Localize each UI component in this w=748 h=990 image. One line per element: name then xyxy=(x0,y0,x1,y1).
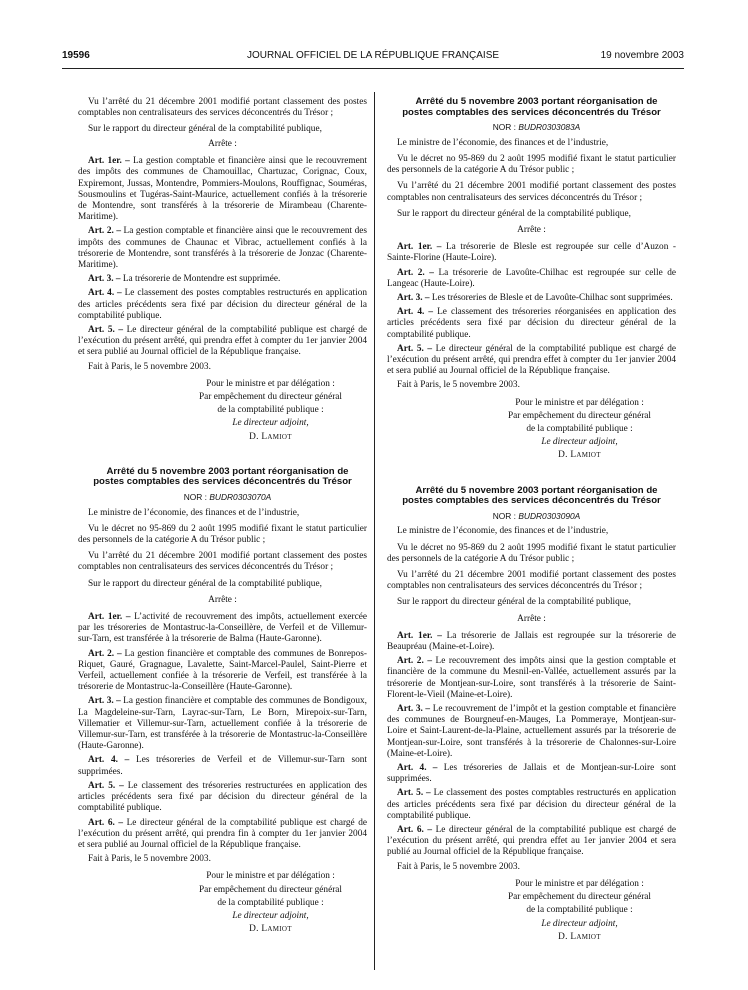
signature-line-row xyxy=(483,398,676,409)
nor-code: BUDR0303090A xyxy=(518,511,581,522)
done-at: Fait à Paris, le 5 novembre 2003. xyxy=(88,361,211,372)
preamble-line: Vu le décret no 95-869 du 2 août 1995 modifié fixant le statut particulier des personnels de la catégorie A du Trésor public ; xyxy=(387,542,676,564)
article-paragraph xyxy=(78,755,367,777)
signature-block xyxy=(78,871,367,935)
visa: Sur le rapport du directeur général de la comptabilité publique, xyxy=(88,123,322,134)
article-text: Les trésoreries de Jallais et de Montjean-sur-Loire sont supprimées. xyxy=(387,763,676,785)
article-label: Art. 1er. – xyxy=(397,630,442,641)
article-paragraph xyxy=(387,293,676,304)
article-paragraph xyxy=(78,325,367,359)
article-paragraph xyxy=(387,268,676,290)
article-label: Art. 2. – xyxy=(88,648,122,659)
signature-line: Par empêchement du directeur général xyxy=(508,410,651,421)
arrete-label: Arrête : xyxy=(208,138,237,149)
article-paragraph xyxy=(78,156,367,223)
article-label: Art. 6. – xyxy=(397,825,433,836)
done-at: Fait à Paris, le 5 novembre 2003. xyxy=(88,854,211,865)
article-text: Les trésoreries de Blesle et de Lavoûte-Chilhac sont supprimées. xyxy=(429,293,673,303)
article-paragraph xyxy=(387,656,676,701)
preamble-line: Vu l’arrêté du 21 décembre 2001 modifié portant classement des postes comptables non centralisateurs des services déconcentrés du Trésor ; xyxy=(387,570,676,592)
signature-line-row xyxy=(174,379,367,390)
signature-line: de la comptabilité publique : xyxy=(526,905,633,916)
nor-reference xyxy=(387,511,676,522)
column-divider xyxy=(374,92,375,970)
article-text: La gestion comptable et financière ainsi que le recouvrement des impôts des communes de Chaunac et Vibrac, actuellement confiés à la trésorerie de Montendre, sont transférés à la trésorerie de Jonzac (Charente-Maritime). xyxy=(78,226,368,271)
signature-role-row xyxy=(483,437,676,448)
decree-block xyxy=(387,486,676,943)
signature-line: Pour le ministre et par délégation : xyxy=(206,378,335,389)
preamble-line: Sur le rapport du directeur général de la comptabilité publique, xyxy=(397,208,631,219)
article-label: Art. 5. – xyxy=(397,343,433,354)
done-at: Fait à Paris, le 5 novembre 2003. xyxy=(397,861,520,872)
signatory-name-row xyxy=(174,924,367,935)
preamble-line: Vu le décret no 95-869 du 2 août 1995 modifié fixant le statut particulier des personnels de la catégorie A du Trésor public ; xyxy=(387,153,676,176)
signature-line-row xyxy=(174,898,367,909)
signature-line: de la comptabilité publique : xyxy=(217,405,324,416)
article-text: La trésorerie de Montendre est supprimée. xyxy=(120,274,281,285)
signature-line-row xyxy=(483,892,676,903)
issue-date: 19 novembre 2003 xyxy=(600,50,684,61)
preamble-line: Vu l’arrêté du 21 décembre 2001 modifié portant classement des postes comptables non centralisateurs des services déconcentrés du Trésor ; xyxy=(78,551,367,573)
article-text: Le classement des trésoreries restructurées en application des articles précédents sera fixé par décision du directeur général de la comptabilité publique. xyxy=(78,780,368,814)
article-label: Art. 2. – xyxy=(397,656,432,667)
article-text: Le recouvrement des impôts ainsi que la gestion comptable et financière de la commune du Mesnil-en-Vallée, actuellement assurés par la trésorerie de Montjean-sur-Loire, sont transférés à la trésorerie de Saint-Florent-le-Vieil (Maine-et-Loire). xyxy=(387,656,676,700)
article-paragraph xyxy=(387,763,676,785)
article-text: La trésorerie de Blesle est regroupée sur celle d’Auzon - Sainte-Florine (Haute-Loire). xyxy=(387,242,677,264)
articles xyxy=(387,242,676,377)
article-text: La gestion financière et comptable des communes de Bonrepos-Riquet, Gauré, Gragnague, Lavalette, Saint-Marcel-Paulel, Saint-Pierre et Verfeil, actuellement confiée à la trésorerie de Verfeil, est transférée à la trésorerie de Montastruc-la-Conseillère (Haute-Garonne). xyxy=(78,648,368,693)
signature-block xyxy=(387,879,676,943)
article-paragraph xyxy=(387,344,676,378)
signature-line: Par empêchement du directeur général xyxy=(199,392,342,403)
signature-role-row xyxy=(174,911,367,922)
article-paragraph xyxy=(78,696,367,752)
journal-title: JOURNAL OFFICIEL DE LA RÉPUBLIQUE FRANÇAISE xyxy=(246,50,500,61)
article-paragraph xyxy=(78,226,367,271)
article-paragraph xyxy=(387,631,676,653)
article-label: Art. 6. – xyxy=(88,817,124,828)
article-label: Art. 5. – xyxy=(88,325,124,336)
preamble-line: Vu l’arrêté du 21 décembre 2001 modifié portant classement des postes comptables non centralisateurs des services déconcentrés du Trésor ; xyxy=(387,181,676,203)
preamble-line: Sur le rapport du directeur général de la comptabilité publique, xyxy=(397,597,631,608)
done-at: Fait à Paris, le 5 novembre 2003. xyxy=(397,380,520,391)
signatory-name: D. Lamiot xyxy=(558,450,601,461)
signature-line-row xyxy=(483,424,676,435)
signature-role: Le directeur adjoint, xyxy=(232,418,309,429)
article-text: Les trésoreries de Verfeil et de Villemur-sur-Tarn sont supprimées. xyxy=(78,755,368,777)
arrete-label: Arrête : xyxy=(517,224,546,235)
article-text: Le directeur général de la comptabilité publique est chargé de l’exécution du présent arrêté, qui prendra effet au 1er janvier 2004 et sera publié au Journal officiel de la République française. xyxy=(387,825,677,858)
preamble-line: Vu le décret no 95-869 du 2 août 1995 modifié fixant le statut particulier des personnels de la catégorie A du Trésor public ; xyxy=(78,523,367,546)
article-text: Le recouvrement de l’impôt et la gestion comptable et financière des communes de Bourgneuf-en-Mauges, La Pommeraye, Montjean-sur-Loire et Saint-Laurent-de-la-Plaine, actuellement assurés par la trésorerie de Montjean-sur-Loire, sont transférés à la trésorerie de Chalonnes-sur-Loire (Maine-et-Loire). xyxy=(387,704,677,759)
article-text: La gestion comptable et financière ainsi que le recouvrement des impôts des communes de Chamouillac, Chartuzac, Corignac, Coux, Expiremont, Jussas, Montendre, Pommiers-Moulons, Rouffignac, Souméras, Sousmoulins et Tugéras-Saint-Maurice, actuellement confiés à la trésorerie de Montendre, sont transférés à la trésorerie de Mirambeau (Charente-Maritime). xyxy=(78,156,367,223)
decree-title: Arrêté du 5 novembre 2003 portant réorganisation de postes comptables des services déconcentrés du Trésor xyxy=(402,484,661,507)
signature-line: Pour le ministre et par délégation : xyxy=(515,397,644,408)
signature-role-row xyxy=(174,418,367,429)
signature-line: Par empêchement du directeur général xyxy=(199,884,342,895)
article-paragraph xyxy=(78,649,367,694)
article-label: Art. 1er. – xyxy=(397,242,442,253)
arrete-label: Arrête : xyxy=(208,594,237,605)
page-number: 19596 xyxy=(62,50,90,61)
articles xyxy=(78,612,367,851)
nor-label: NOR : xyxy=(492,511,519,522)
signature-role: Le directeur adjoint, xyxy=(232,910,309,921)
article-paragraph xyxy=(78,288,367,322)
article-paragraph xyxy=(78,818,367,852)
nor-code: BUDR0303083A xyxy=(518,122,581,133)
preamble xyxy=(387,138,676,220)
article-paragraph xyxy=(387,788,676,822)
article-label: Art. 3. – xyxy=(397,293,430,303)
nor-reference xyxy=(78,492,367,503)
article-text: Le directeur général de la comptabilité publique est chargé de l’exécution du présent arrêté, qui prendra fin à compter du 1er janvier 2004 et sera publié au Journal officiel de la République française. xyxy=(78,817,368,850)
preamble-line: Le ministre de l’économie, des finances et de l’industrie, xyxy=(397,526,609,537)
article-text: Le directeur général de la comptabilité publique est chargé de l’exécution du présent arrêté, qui prendra effet à compter du 1er janvier 2004 et sera publié au Journal officiel de la République française. xyxy=(387,343,677,377)
preamble-line: Sur le rapport du directeur général de la comptabilité publique, xyxy=(88,578,322,589)
decree-title: Arrêté du 5 novembre 2003 portant réorganisation de postes comptables des services déconcentrés du Trésor xyxy=(93,465,352,488)
signature-block xyxy=(387,398,676,462)
preamble xyxy=(387,526,676,608)
signature-line: de la comptabilité publique : xyxy=(217,897,324,908)
article-label: Art. 3. – xyxy=(88,274,121,285)
article-paragraph xyxy=(78,274,367,285)
article-label: Art. 3. – xyxy=(88,696,121,707)
signature-line: Pour le ministre et par délégation : xyxy=(206,871,335,882)
signature-line-row xyxy=(483,879,676,890)
preamble-line: Le ministre de l’économie, des finances et de l’industrie, xyxy=(397,137,609,148)
articles xyxy=(387,631,676,859)
article-text: La gestion financière et comptable des communes de Bondigoux, La Magdeleine-sur-Tarn, Layrac-sur-Tarn, Le Born, Mirepoix-sur-Tarn, Villematier et Villemur-sur-Tarn, actuellement confiée à la trésorerie de Villemur-sur-Tarn, est transférée à la trésorerie de Montastruc-la-Conseillère (Haute-Garonne). xyxy=(78,696,367,752)
article-label: Art. 2. – xyxy=(88,226,121,237)
article-paragraph xyxy=(387,704,676,760)
signature-line-row xyxy=(174,885,367,896)
signature-line-row xyxy=(174,392,367,403)
article-text: Le classement des trésoreries réorganisées en application des articles précédents sera fixé par décision du directeur général de la comptabilité publique. xyxy=(387,307,676,340)
signature-line: Par empêchement du directeur général xyxy=(508,892,651,903)
preamble xyxy=(78,508,367,590)
decree-continuation xyxy=(78,97,367,443)
visa: Vu l’arrêté du 21 décembre 2001 modifié portant classement des postes comptables non centralisateurs des services déconcentrés du Trésor ; xyxy=(78,97,367,119)
article-paragraph xyxy=(387,307,676,341)
signatory-name-row xyxy=(483,932,676,943)
article-label: Art. 5. – xyxy=(88,780,124,791)
article-paragraph xyxy=(78,781,367,815)
signature-block xyxy=(78,379,367,443)
article-paragraph xyxy=(387,242,676,264)
article-label: Art. 3. – xyxy=(397,704,431,715)
nor-label: NOR : xyxy=(492,122,519,133)
articles xyxy=(78,156,367,358)
preamble-line: Le ministre de l’économie, des finances et de l’industrie, xyxy=(88,507,300,518)
signature-line-row xyxy=(483,411,676,422)
article-text: Le classement des postes comptables restructurés en application des articles précédents sera fixé par décision du directeur général de la comptabilité publique. xyxy=(387,788,676,821)
nor-label: NOR : xyxy=(183,492,210,503)
article-label: Art. 4. – xyxy=(397,763,438,774)
article-text: La trésorerie de Jallais est regroupée sur la trésorerie de Beaupréau (Maine-et-Loire). xyxy=(387,630,676,653)
article-label: Art. 5. – xyxy=(397,788,431,799)
signature-role: Le directeur adjoint, xyxy=(541,437,618,448)
decree-block xyxy=(78,467,367,935)
article-text: L’activité de recouvrement des impôts, actuellement exercée par les trésoreries de Montastruc-la-Conseillère, de Verfeil et de Villemur-sur-Tarn, est transférée à la trésorerie de Balma (Haute-Garonne). xyxy=(78,612,367,645)
nor-reference xyxy=(387,122,676,133)
signature-line: Pour le ministre et par délégation : xyxy=(515,878,644,889)
article-text: Le classement des postes comptables restructurés en application des articles précédents sera fixé par décision du directeur général de la comptabilité publique. xyxy=(78,288,367,321)
article-label: Art. 4. – xyxy=(397,307,434,318)
signatory-name: D. Lamiot xyxy=(249,431,292,442)
article-label: Art. 4. – xyxy=(88,288,122,299)
nor-code: BUDR0303070A xyxy=(209,492,272,503)
right-column xyxy=(387,97,676,945)
signature-role: Le directeur adjoint, xyxy=(541,918,618,929)
article-text: Le directeur général de la comptabilité publique est chargé de l’exécution du présent arrêté, qui prendra effet à compter du 1er janvier 2004 et sera publié au Journal officiel de la République française. xyxy=(78,325,368,358)
page-header xyxy=(62,50,684,66)
arrete-label: Arrête : xyxy=(517,613,546,624)
signature-line: de la comptabilité publique : xyxy=(526,424,633,435)
decree-title: Arrêté du 5 novembre 2003 portant réorganisation de postes comptables des services déconcentrés du Trésor xyxy=(402,96,661,118)
signatory-name-row xyxy=(174,432,367,443)
signatory-name: D. Lamiot xyxy=(249,924,292,935)
header-rule xyxy=(62,68,684,69)
article-paragraph xyxy=(387,825,676,859)
signature-line-row xyxy=(483,905,676,916)
signatory-name: D. Lamiot xyxy=(558,931,601,942)
article-label: Art. 4. – xyxy=(88,755,130,766)
article-text: La trésorerie de Lavoûte-Chilhac est regroupée sur celle de Langeac (Haute-Loire). xyxy=(387,267,676,289)
article-label: Art. 2. – xyxy=(397,267,434,278)
signatory-name-row xyxy=(483,450,676,461)
decree-block xyxy=(387,97,676,462)
article-label: Art. 1er. – xyxy=(88,156,130,167)
left-column xyxy=(78,97,367,937)
article-label: Art. 1er. – xyxy=(88,612,131,623)
article-paragraph xyxy=(78,612,367,646)
signature-line-row xyxy=(174,405,367,416)
signature-line-row xyxy=(174,871,367,882)
signature-role-row xyxy=(483,919,676,930)
